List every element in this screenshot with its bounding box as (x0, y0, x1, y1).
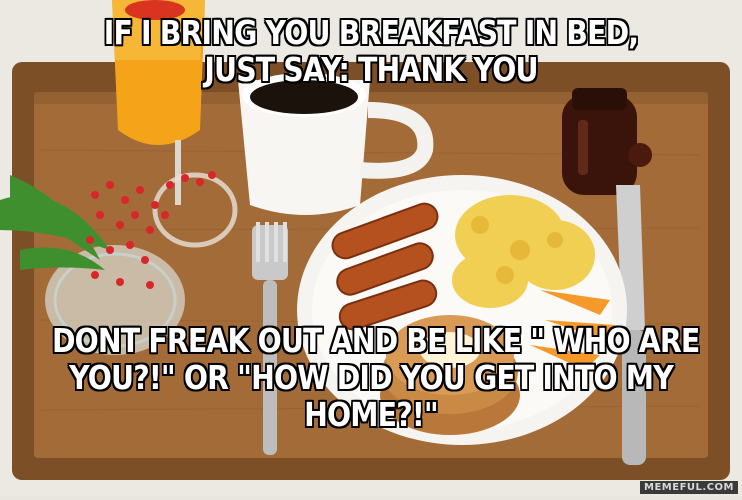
memeful-watermark: MEMEFUL.COM (640, 481, 738, 494)
bottom-caption-line: YOU?!" OR "HOW DID YOU GET INTO MY (69, 358, 673, 397)
top-caption-line: JUST SAY: THANK YOU (204, 50, 538, 89)
top-caption (52, 14, 690, 88)
bottom-caption-line: DONT FREAK OUT AND BE LIKE " WHO ARE (51, 321, 700, 360)
bottom-caption (51, 321, 700, 434)
bottom-caption-line: HOME?!" (304, 395, 438, 434)
top-caption-line: IF I BRING YOU BREAKFAST IN BED, (103, 13, 639, 52)
